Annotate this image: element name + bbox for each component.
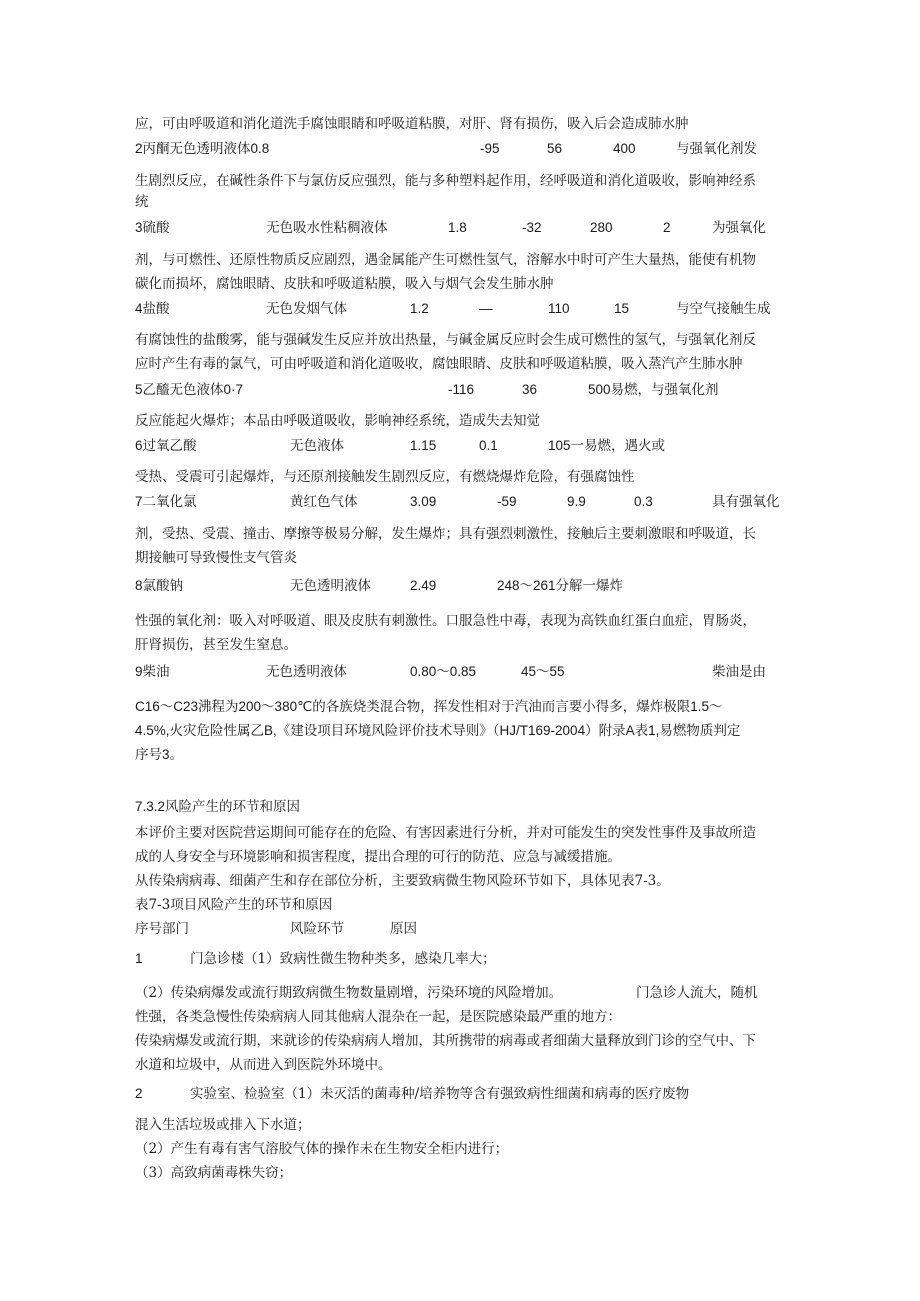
text-line: 门急诊人流大，随机	[636, 985, 758, 1001]
cell-no-name: 7二氧化氯	[135, 494, 197, 509]
cell-boiling-range: 45〜55	[521, 664, 565, 679]
section-heading: 7.3.2风险产生的环节和原因	[135, 799, 301, 814]
cell-dept-cause: 门急诊楼（1）致病性微生物种类多，感染几率大；	[190, 951, 496, 967]
cell-value: 15	[614, 301, 630, 316]
cell-hazard: 与空气接触生成	[676, 301, 771, 317]
cell-value: 2	[663, 220, 671, 235]
cell-density: 1.8	[448, 220, 467, 235]
cell-no-name: 2丙酮无色透明液体0.8	[135, 141, 270, 156]
cell-no-name: 4盐酸	[135, 301, 170, 316]
cell-no: 1	[135, 951, 143, 966]
text-line: 性强，各类急慢性传染病病人同其他病人混杂在一起，是医院感染最严重的地方：	[135, 1009, 621, 1025]
cell-value: 400	[613, 141, 636, 156]
text-line: 应时产生有毒的氯气，可由呼吸道和消化道吸收，腐蚀眼睛、皮肤和呼吸道粘膜，吸入蒸汽产生肺水肿	[135, 356, 743, 372]
cell-dept-cause: 实验室、检验室（1）未灭活的菌毒种/培养物等含有强致病性细菌和病毒的医疗废物	[190, 1086, 690, 1102]
text-line: 水道和垃圾中，从而进入到医院外环境中。	[135, 1057, 392, 1073]
cell-boiling-point: 36	[522, 382, 538, 397]
paragraph-line: 从传染病病毒、细菌产生和存在部位分析，主要致病微生物风险环节如下，具体见表7-3。	[135, 873, 670, 889]
cell-hazard: 柴油是由	[712, 664, 766, 680]
cell-density: 3.09	[410, 494, 437, 509]
cell-no-name: 3硫酸	[135, 220, 170, 235]
text-line: 有腐蚀性的盐酸雾，能与强碱发生反应并放出热量，与碱金属反应时会生成可燃性的氢气，与强氧化剂反	[135, 332, 756, 348]
cell-description: 无色液体	[290, 438, 344, 454]
cell-density: 0.80〜0.85	[410, 664, 477, 679]
cell-value-hazard: 500易燃，与强氧化剂	[588, 382, 719, 397]
cell-value-hazard: 105一易燃，遇火或	[548, 438, 666, 453]
cell-no: 2	[135, 1086, 143, 1101]
cell-hazard: 与强氧化剂发	[676, 141, 757, 157]
cell-density: 2.49	[410, 578, 437, 593]
cell-description: 无色吸水性粘稠液体	[266, 220, 388, 236]
text-line: 受热、受震可引起爆炸，与还原剂接触发生剧烈反应，有燃烧爆炸危险，有强腐蚀性	[135, 469, 635, 485]
cell-description: 无色发烟气体	[266, 301, 347, 317]
header-cause: 原因	[390, 921, 417, 937]
cell-hazard: 为强氧化	[712, 220, 766, 236]
text-line: 统	[135, 194, 149, 210]
text-line: （2）产生有毒有害气溶胶气体的操作未在生物安全柜内进行；	[135, 1141, 509, 1157]
cell-boiling-point: 9.9	[567, 494, 586, 509]
cell-decomposition: 248〜261分解一爆炸	[497, 578, 624, 593]
paragraph-line: 成的人身安全与环境影响和损害程度，提出合理的可行的防范、应急与减缓措施。	[135, 849, 621, 865]
text-line: 剂，与可燃性、还原性物质反应剧烈，遇金属能产生可燃性氢气，溶解水中时可产生大量热，能使有机物	[135, 252, 756, 268]
cell-boiling-point: 110	[548, 301, 570, 316]
cell-melting-point: -59	[497, 494, 517, 509]
text-line: 肝肾损伤，甚至发生窒息。	[135, 637, 297, 653]
text-line: 混入生活垃圾或排入下水道；	[135, 1117, 311, 1133]
cell-description: 无色透明液体	[266, 664, 347, 680]
cell-density: 1.15	[410, 438, 437, 453]
cell-no-name: 6过氧乙酸	[135, 438, 197, 453]
cell-melting-point: -32	[522, 220, 542, 235]
text-line: 生剧烈反应，在碱性条件下与氯仿反应强烈，能与多种塑料起作用，经呼吸道和消化道吸收，影响神经系	[135, 173, 756, 189]
cell-no-name: 9柴油	[135, 664, 170, 679]
cell-melting-point: 0.1	[479, 438, 498, 453]
text-line: 剂，受热、受震、撞击、摩擦等极易分解，发生爆炸；具有强烈刺激性，接触后主要刺激眼和呼吸道，长	[135, 526, 756, 542]
cell-boiling-point: 280	[590, 220, 613, 235]
text-line: （2）传染病爆发或流行期致病微生物数量剧增，污染环境的风险增加。	[135, 985, 563, 1001]
text-line: 碳化而损坏，腐蚀眼睛、皮肤和呼吸道粘膜，吸入与烟气会发生肺水肿	[135, 276, 554, 292]
header-risk-link: 风险环节	[290, 921, 344, 937]
text-line: C16〜C23沸程为200〜380℃的各族烧类混合物，挥发性相对于汽油而言要小得多，爆炸极限1.5〜	[135, 699, 723, 714]
text-line: 期接触可导致慢性支气管炎	[135, 550, 297, 566]
cell-hazard: 具有强氧化	[712, 494, 780, 510]
table-caption: 表7-3项目风险产生的环节和原因	[135, 897, 333, 913]
cell-description: 黄红色气体	[290, 494, 358, 510]
cell-description: 无色透明液体	[290, 578, 371, 594]
paragraph-line: 本评价主要对医院营运期间可能存在的危险、有害因素进行分析，并对可能发生的突发性事件及事故所造	[135, 825, 756, 841]
cell-density: 1.2	[410, 301, 429, 316]
text-line: 4.5%,火灾危险性属乙B,《建设项目环境风险评价技术导则》（HJ/T169-2004）附录A表1,易燃物质判定	[135, 723, 741, 738]
text-line: 应，可由呼吸道和消化道洗手腐蚀眼睛和呼吸道粘膜，对肝、肾有损伤，吸入后会造成肺水肿	[135, 116, 689, 132]
text-line: 序号3。	[135, 747, 184, 762]
cell-no-name: 8氯酸钠	[135, 578, 184, 593]
text-line: （3）高致病菌毒株失窃；	[135, 1165, 293, 1181]
cell-melting-point: -95	[480, 141, 500, 156]
cell-boiling-point: 56	[547, 141, 563, 156]
cell-melting-point: -116	[448, 382, 475, 397]
cell-value: 0.3	[634, 494, 653, 509]
text-line: 反应能起火爆炸；本品由呼吸道吸收，影响神经系统，造成失去知觉	[135, 413, 540, 429]
cell-no-name: 5乙醯无色液体0·7	[135, 382, 244, 397]
text-line: 传染病爆发或流行期，来就诊的传染病病人增加，其所携带的病毒或者细菌大量释放到门诊的空气中、下	[135, 1033, 756, 1049]
cell-melting-point: —	[479, 301, 493, 316]
header-no-dept: 序号部门	[135, 921, 189, 937]
text-line: 性强的氧化剂：吸入对呼吸道、眼及皮肤有刺激性。口服急性中毒，表现为高铁血红蛋白血症，胃肠炎，	[135, 613, 756, 629]
